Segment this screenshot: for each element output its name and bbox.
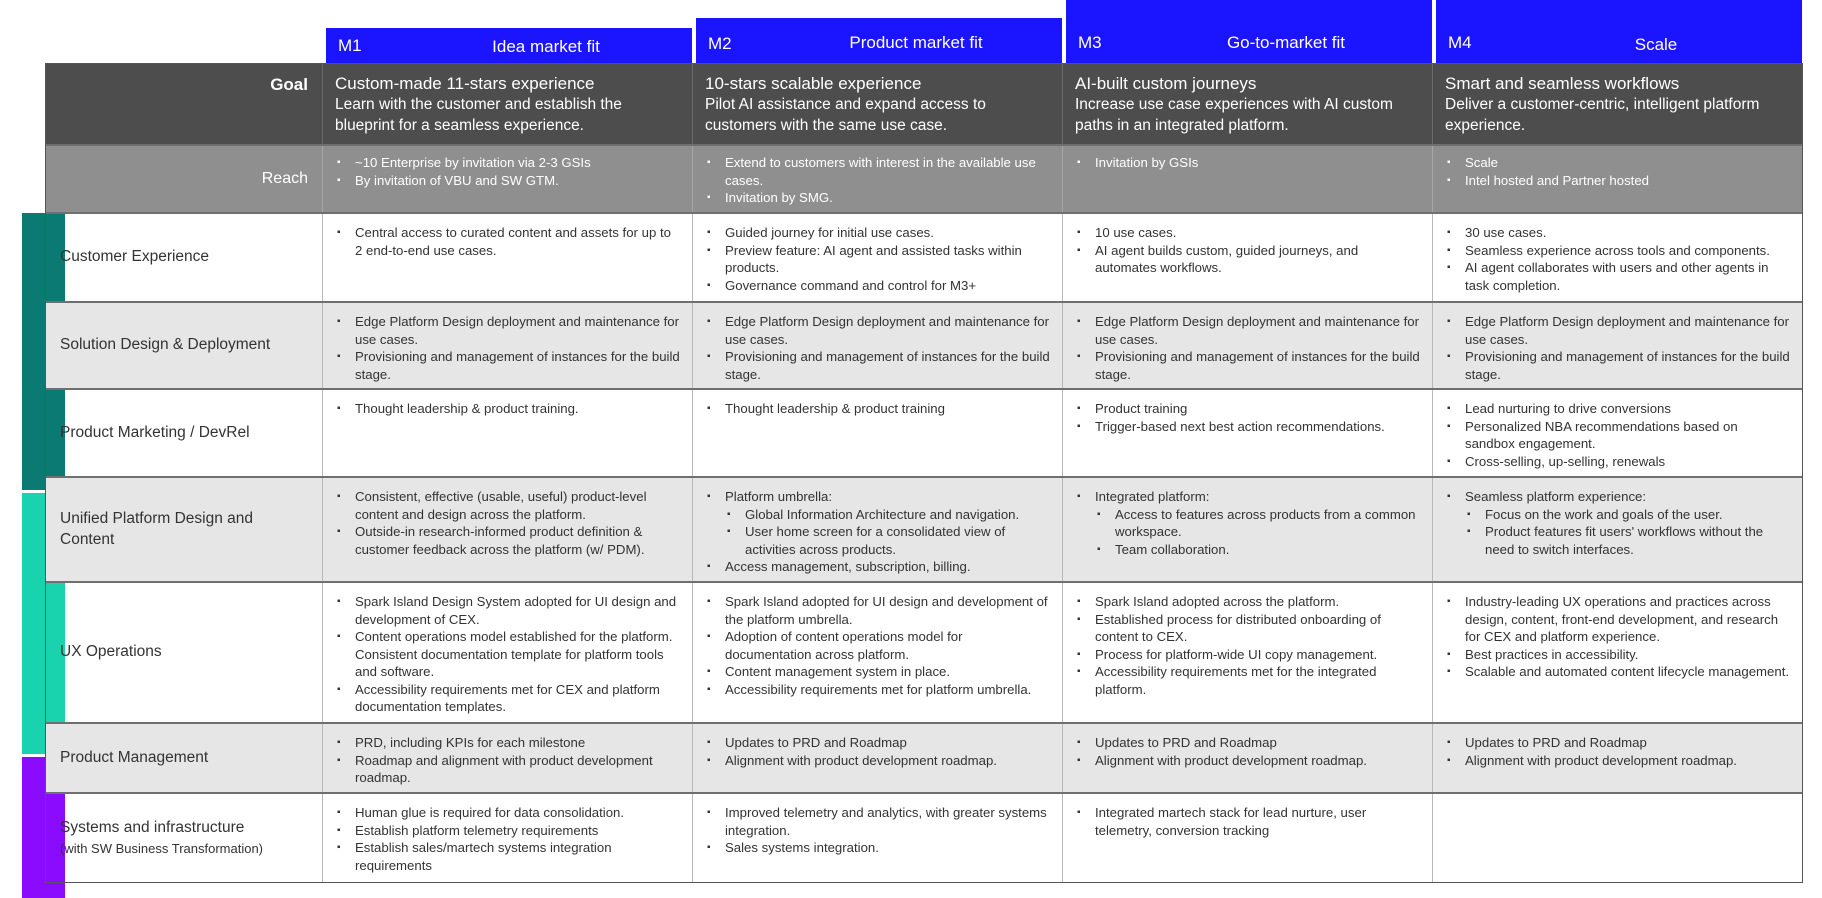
goal-cell — [1432, 64, 1802, 144]
bullet-item: ▪ Alignment with product development roadmap. — [725, 752, 1050, 770]
bullet-item: ▪ Provisioning and management of instances for the build stage. — [725, 348, 1050, 383]
bullet-list — [335, 593, 680, 716]
bullet-item: ▪ Alignment with product development roadmap. — [1465, 752, 1790, 770]
row-cell — [692, 214, 1062, 301]
bullet-list — [1075, 154, 1420, 172]
row-label-reach: Reach — [261, 169, 308, 187]
bullet-item: ▪ Preview feature: AI agent and assisted tasks within products. — [725, 242, 1050, 277]
row-systems-infrastructure — [46, 794, 1802, 882]
bullet-item: ▪ Content operations model established for the platform. Consistent documentation template for platform tools and software. — [355, 628, 680, 681]
bullet-list — [1445, 400, 1790, 470]
row-cell — [692, 724, 1062, 792]
bullet-item: ▪ Updates to PRD and Roadmap — [1465, 734, 1790, 752]
sub-bullet-list — [725, 506, 1050, 559]
goal-title: 10-stars scalable experience — [705, 74, 922, 93]
bullet-item: ▪ Established process for distributed onboarding of content to CEX. — [1095, 611, 1420, 646]
goal-description: Learn with the customer and establish the blueprint for a seamless experience. — [335, 96, 622, 134]
bullet-item: ▪ Seamless platform experience: ▪ Focus on the work and goals of the user. ▪ Product features fit users' workflows without the need to switch interfaces. — [1465, 488, 1790, 558]
reach-cell — [1062, 146, 1432, 212]
bullet-item: ▪ AI agent collaborates with users and other agents in task completion. — [1465, 259, 1790, 294]
row-cell — [1062, 390, 1432, 476]
row-label: Product Marketing / DevRel — [60, 423, 250, 441]
row-cell — [322, 583, 692, 722]
bullet-item: ▪ AI agent builds custom, guided journeys, and automates workflows. — [1095, 242, 1420, 277]
bullet-item: ▪ Invitation by SMG. — [725, 189, 1050, 207]
bullet-item: ▪ Edge Platform Design deployment and maintenance for use cases. — [1095, 313, 1420, 348]
row-cell — [692, 583, 1062, 722]
row-cell — [1432, 583, 1802, 722]
bullet-item: ▪ Accessibility requirements met for CEX and platform documentation templates. — [355, 681, 680, 716]
bullet-item: ▪ Scalable and automated content lifecycle management. — [1465, 663, 1790, 681]
bullet-list — [705, 154, 1050, 207]
bullet-item: ▪ Guided journey for initial use cases. — [725, 224, 1050, 242]
row-cell — [322, 390, 692, 476]
bullet-item: ▪ PRD, including KPIs for each milestone — [355, 734, 680, 752]
bullet-item: ▪ Updates to PRD and Roadmap — [1095, 734, 1420, 752]
goal-row — [46, 64, 1802, 146]
goal-cell — [1062, 64, 1432, 144]
bullet-list — [335, 224, 680, 259]
bullet-item: ▪ Focus on the work and goals of the user. — [1485, 506, 1790, 524]
row-cell — [322, 214, 692, 301]
bullet-item: ▪ 30 use cases. — [1465, 224, 1790, 242]
row-cell — [1062, 303, 1432, 388]
goal-cell — [322, 64, 692, 144]
milestone-title: Product market fit — [849, 33, 983, 52]
bullet-list — [1445, 593, 1790, 681]
bullet-item: ▪ Cross-selling, up-selling, renewals — [1465, 453, 1790, 471]
bullet-item: ▪ Lead nurturing to drive conversions — [1465, 400, 1790, 418]
bullet-item: ▪ Outside-in research-informed product definition & customer feedback across the platform (w/ PDM). — [355, 523, 680, 558]
row-ux-operations — [46, 583, 1802, 724]
row-label-goal: Goal — [270, 75, 308, 94]
bullet-list — [705, 593, 1050, 698]
row-cell — [1432, 214, 1802, 301]
bullet-list — [705, 734, 1050, 769]
sub-bullet-list — [1095, 506, 1420, 559]
milestone-title: Scale — [1634, 35, 1678, 54]
goal-description: Increase use case experiences with AI custom paths in an integrated platform. — [1075, 96, 1393, 134]
goal-description: Pilot AI assistance and expand access to customers with the same use case. — [705, 96, 986, 134]
bullet-item: ▪ Spark Island adopted for UI design and development of the platform umbrella. — [725, 593, 1050, 628]
goal-title: Smart and seamless workflows — [1445, 74, 1680, 93]
bullet-item: ▪ Edge Platform Design deployment and maintenance for use cases. — [725, 313, 1050, 348]
bullet-list — [1445, 488, 1790, 558]
bullet-list — [1075, 593, 1420, 698]
milestone-code: M3 — [1078, 33, 1102, 52]
bullet-list — [1075, 804, 1420, 839]
row-product-marketing — [46, 390, 1802, 478]
bullet-item: ▪ Platform umbrella: ▪ Global Information Architecture and navigation. ▪ User home screen for a consolidated view of activities across products. — [725, 488, 1050, 558]
bullet-item: ▪ Governance command and control for M3+ — [725, 277, 1050, 295]
row-label: Product Management — [60, 748, 209, 766]
row-label: UX Operations — [60, 643, 162, 661]
bullet-item: ▪ Global Information Architecture and navigation. — [745, 506, 1050, 524]
milestone-code: M4 — [1448, 33, 1472, 52]
milestone-header-m4 — [1436, 0, 1802, 63]
bullet-item: ▪ ~10 Enterprise by invitation via 2-3 GSIs — [355, 154, 680, 172]
goal-cell — [692, 64, 1062, 144]
row-cell — [692, 478, 1062, 581]
row-label — [46, 794, 322, 882]
bullet-list — [705, 804, 1050, 857]
row-cell — [1432, 390, 1802, 476]
bullet-item: ▪ Spark Island adopted across the platform. — [1095, 593, 1420, 611]
bullet-item: ▪ Edge Platform Design deployment and maintenance for use cases. — [1465, 313, 1790, 348]
bullet-item: ▪ Process for platform-wide UI copy management. — [1095, 646, 1420, 664]
bullet-item: ▪ Product features fit users' workflows without the need to switch interfaces. — [1485, 523, 1790, 558]
bullet-item: ▪ Integrated platform: ▪ Access to features across products from a common workspace. ▪ Team collaboration. — [1095, 488, 1420, 558]
reach-row — [46, 146, 1802, 214]
goal-title: AI-built custom journeys — [1075, 74, 1257, 93]
bullet-list — [335, 154, 680, 189]
bullet-item: ▪ Accessibility requirements met for the integrated platform. — [1095, 663, 1420, 698]
bullet-item: ▪ Extend to customers with interest in the available use cases. — [725, 154, 1050, 189]
bullet-list — [705, 400, 1050, 418]
bullet-item: ▪ Industry-leading UX operations and practices across design, content, front-end development, and research for CEX and platform experience. — [1465, 593, 1790, 646]
bullet-item: ▪ Access to features across products from a common workspace. — [1115, 506, 1420, 541]
roadmap-table — [45, 63, 1803, 883]
bullet-item: ▪ Spark Island Design System adopted for UI design and development of CEX. — [355, 593, 680, 628]
bullet-list — [705, 488, 1050, 576]
bullet-item: ▪ Seamless experience across tools and components. — [1465, 242, 1790, 260]
bullet-list — [335, 488, 680, 558]
row-unified-platform-design — [46, 478, 1802, 583]
bullet-item: ▪ Access management, subscription, billing. — [725, 558, 1050, 576]
bullet-list — [1445, 224, 1790, 294]
bullet-item: ▪ Trigger-based next best action recommendations. — [1095, 418, 1420, 436]
row-cell — [692, 303, 1062, 388]
bullet-list — [705, 313, 1050, 383]
goal-description: Deliver a customer-centric, intelligent platform experience. — [1445, 96, 1760, 134]
bullet-item: ▪ Provisioning and management of instances for the build stage. — [1465, 348, 1790, 383]
row-customer-experience — [46, 214, 1802, 303]
row-label-title: Systems and infrastructure — [60, 819, 245, 837]
bullet-item: ▪ Team collaboration. — [1115, 541, 1420, 559]
bullet-item: ▪ Central access to curated content and assets for up to 2 end-to-end use cases. — [355, 224, 680, 259]
reach-cell — [692, 146, 1062, 212]
bullet-list — [1075, 400, 1420, 435]
row-label: Unified Platform Design and Content — [60, 510, 253, 548]
reach-cell — [322, 146, 692, 212]
milestone-code: M1 — [338, 36, 362, 55]
row-cell — [1062, 214, 1432, 301]
bullet-list — [335, 804, 680, 874]
bullet-list — [1075, 488, 1420, 558]
bullet-list — [1445, 734, 1790, 769]
bullet-item: ▪ Roadmap and alignment with product development roadmap. — [355, 752, 680, 787]
row-cell — [322, 303, 692, 388]
reach-cell — [1432, 146, 1802, 212]
row-cell — [322, 724, 692, 792]
sub-bullet-list — [1465, 506, 1790, 559]
bullet-list — [1075, 224, 1420, 277]
row-cell — [1432, 478, 1802, 581]
bullet-item: ▪ Adoption of content operations model for documentation across platform. — [725, 628, 1050, 663]
row-cell — [1062, 583, 1432, 722]
row-product-management — [46, 724, 1802, 794]
bullet-item: ▪ Thought leadership & product training — [725, 400, 1050, 418]
bullet-list — [335, 400, 680, 418]
bullet-item: ▪ Best practices in accessibility. — [1465, 646, 1790, 664]
bullet-item: ▪ Consistent, effective (usable, useful) product-level content and design across the platform. — [355, 488, 680, 523]
bullet-item: ▪ Establish platform telemetry requirements — [355, 822, 680, 840]
row-cell — [692, 794, 1062, 882]
bullet-item: ▪ User home screen for a consolidated view of activities across products. — [745, 523, 1050, 558]
bullet-item: ▪ Updates to PRD and Roadmap — [725, 734, 1050, 752]
bullet-item: ▪ Personalized NBA recommendations based on sandbox engagement. — [1465, 418, 1790, 453]
row-label: Customer Experience — [60, 248, 210, 266]
row-cell — [1432, 724, 1802, 792]
bullet-item: ▪ Invitation by GSIs — [1095, 154, 1420, 172]
bullet-item: ▪ Thought leadership & product training. — [355, 400, 680, 418]
milestone-header-m3 — [1066, 0, 1432, 63]
bullet-list — [705, 224, 1050, 294]
bullet-item: ▪ 10 use cases. — [1095, 224, 1420, 242]
row-cell — [692, 390, 1062, 476]
bullet-item: ▪ Provisioning and management of instances for the build stage. — [1095, 348, 1420, 383]
goal-title: Custom-made 11-stars experience — [335, 74, 595, 93]
row-cell — [322, 478, 692, 581]
bullet-item: ▪ Provisioning and management of instances for the build stage. — [355, 348, 680, 383]
row-cell — [1062, 724, 1432, 792]
row-cell — [1062, 478, 1432, 581]
bullet-list — [1075, 313, 1420, 383]
bullet-item: ▪ Integrated martech stack for lead nurture, user telemetry, conversion tracking — [1095, 804, 1420, 839]
bullet-item: ▪ Establish sales/martech systems integration requirements — [355, 839, 680, 874]
row-label-subtitle: (with SW Business Transformation) — [60, 840, 264, 856]
bullet-item: ▪ Alignment with product development roadmap. — [1095, 752, 1420, 770]
bullet-item: ▪ Product training — [1095, 400, 1420, 418]
row-cell — [322, 794, 692, 882]
row-cell — [1062, 794, 1432, 882]
bullet-item: ▪ Human glue is required for data consolidation. — [355, 804, 680, 822]
bullet-list — [335, 313, 680, 383]
bullet-item: ▪ Sales systems integration. — [725, 839, 1050, 857]
bullet-item: ▪ Edge Platform Design deployment and maintenance for use cases. — [355, 313, 680, 348]
bullet-list — [1445, 313, 1790, 383]
bullet-item: ▪ Accessibility requirements met for platform umbrella. — [725, 681, 1050, 699]
milestone-code: M2 — [708, 34, 732, 53]
bullet-list — [1075, 734, 1420, 769]
milestone-header-m2 — [696, 18, 1062, 63]
bullet-list — [335, 734, 680, 787]
bullet-item: ▪ By invitation of VBU and SW GTM. — [355, 172, 680, 190]
milestone-title: Go-to-market fit — [1226, 33, 1346, 52]
bullet-item: ▪ Content management system in place. — [725, 663, 1050, 681]
milestone-header-m1 — [326, 28, 692, 63]
bullet-item: ▪ Scale — [1465, 154, 1790, 172]
row-cell — [1432, 303, 1802, 388]
bullet-item: ▪ Improved telemetry and analytics, with greater systems integration. — [725, 804, 1050, 839]
milestone-title: Idea market fit — [492, 37, 600, 56]
bullet-list — [1445, 154, 1790, 189]
row-cell — [1432, 794, 1802, 882]
row-solution-design-deployment — [46, 303, 1802, 390]
row-label: Solution Design & Deployment — [60, 336, 271, 354]
bullet-item: ▪ Intel hosted and Partner hosted — [1465, 172, 1790, 190]
